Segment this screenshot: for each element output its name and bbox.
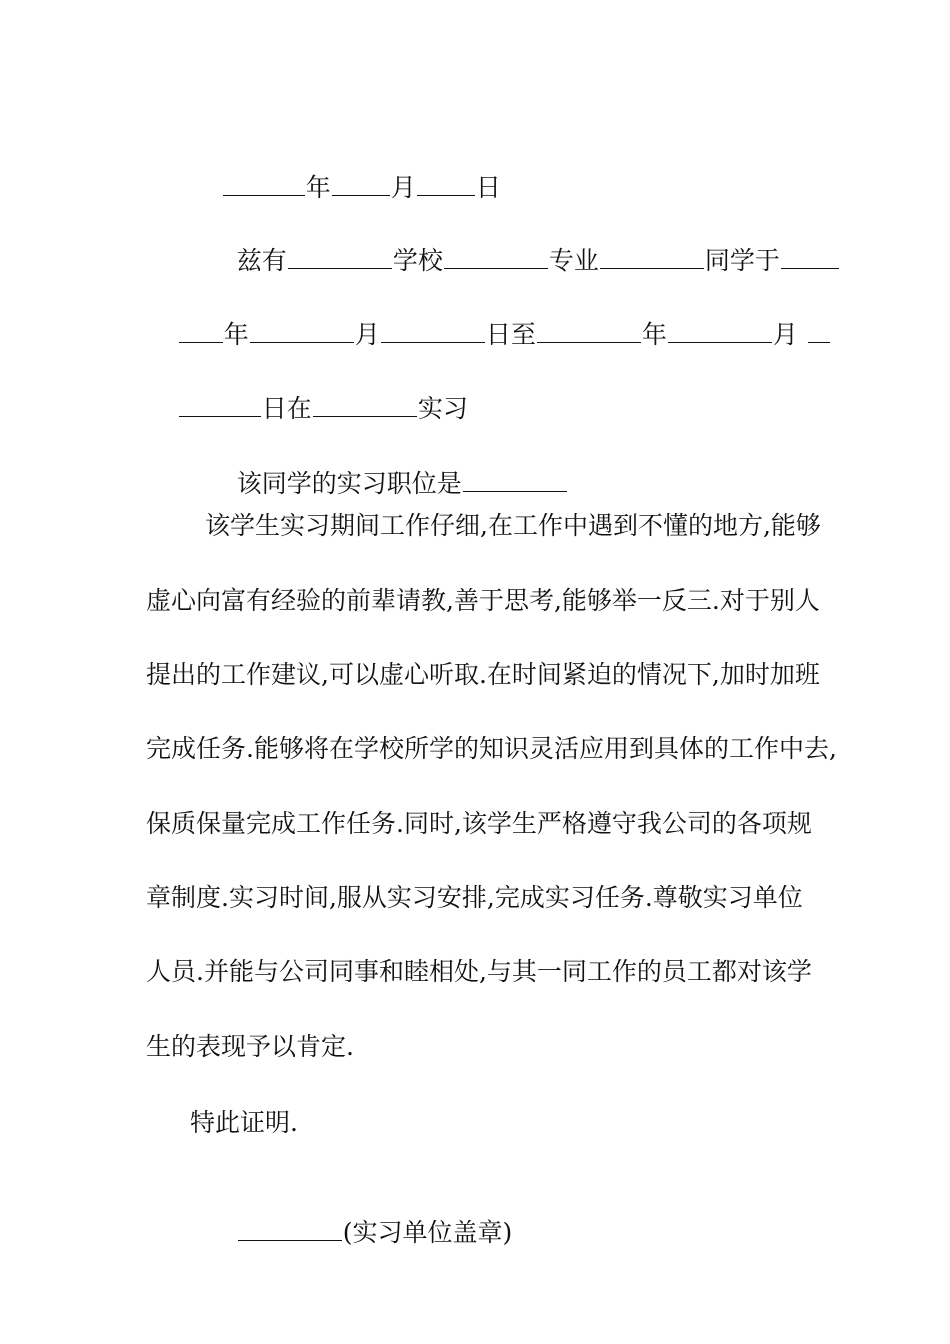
intro-text: 日在 [261,394,312,423]
month-label: 月 [390,173,416,202]
intro-text: 学校 [392,246,443,275]
end-day-blank-a [808,318,830,343]
evaluation-line: 保质保量完成工作任务.同时,该学生严格遵守我公司的各项规 [146,809,812,838]
evaluation-line: 完成任务.能够将在学校所学的知识灵活应用到具体的工作中去, [146,734,837,763]
student-blank [600,244,704,269]
major-blank [444,244,548,269]
position-label: 该同学的实习职位是 [236,469,462,498]
seal-line [205,1182,875,1284]
start-year-blank-a [781,244,839,269]
month-blank [332,171,390,196]
unit-blank [313,392,417,417]
year-blank [223,171,305,196]
intro-text: 日至 [485,320,536,349]
seal-blank [238,1216,342,1241]
intro-text: 月 [772,320,798,349]
start-day-blank [381,318,485,343]
intro-text: 年 [641,320,667,349]
end-day-blank-b [179,392,261,417]
intro-text: 专业 [548,246,599,275]
evaluation-line: 虚心向富有经验的前辈请教,善于思考,能够举一反三.对于别人 [146,586,820,615]
position-blank [463,467,567,492]
start-month-blank [250,318,354,343]
evaluation-line: 生的表现予以肯定. [146,1032,354,1061]
end-year-blank [537,318,641,343]
end-month-blank [668,318,772,343]
intro-text: 同学于 [704,246,780,275]
evaluation-line: 该学生实习期间工作仔细,在工作中遇到不懂的地方,能够 [205,511,821,540]
intro-text: 月 [354,320,380,349]
day-blank [417,171,475,196]
intro-text: 兹有 [236,246,287,275]
closing-statement: 特此证明. [190,1108,298,1137]
school-blank [288,244,392,269]
intro-text: 实习 [417,394,468,423]
evaluation-line: 提出的工作建议,可以虚心听取.在时间紧迫的情况下,加时加班 [146,660,820,689]
start-year-blank-b [179,318,223,343]
seal-label: (实习单位盖章) [342,1218,513,1247]
evaluation-line: 人员.并能与公司同事和睦相处,与其一同工作的员工都对该学 [146,957,812,986]
year-label: 年 [305,173,331,202]
intro-text: 年 [223,320,249,349]
day-label: 日 [475,173,501,202]
evaluation-line: 章制度.实习时间,服从实习安排,完成实习任务.尊敬实习单位 [146,883,803,912]
